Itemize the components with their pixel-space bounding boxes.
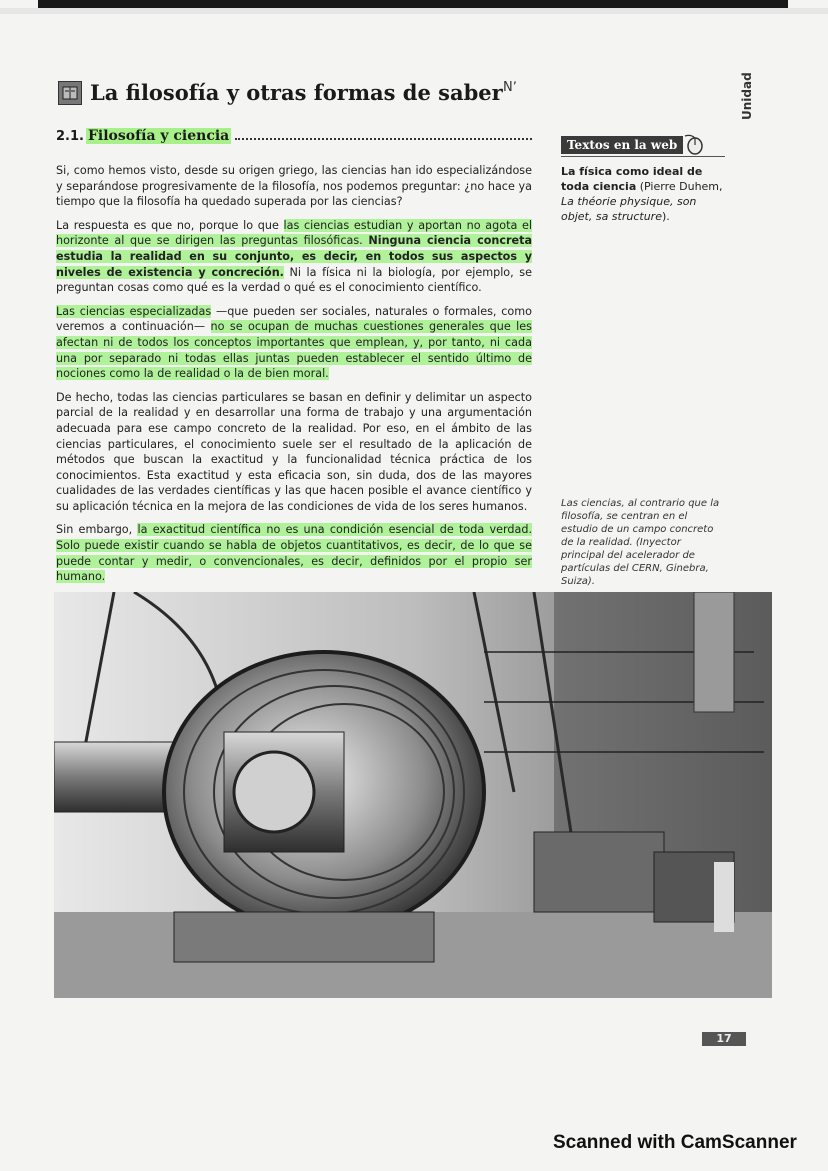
highlighted-text: las ciencias estudian y aportan no agota el horizonte al que se dirigen las preguntas filosóficas. [56, 218, 533, 248]
web-texts-label: Textos en la web [561, 136, 683, 154]
body-paragraph [56, 522, 532, 584]
body-paragraph [56, 163, 532, 210]
web-reference-close: ). [661, 210, 670, 223]
camscanner-watermark: Scanned with CamScanner [553, 1132, 797, 1153]
text-run: Sin embargo, [56, 523, 138, 537]
highlighted-text: no se ocupan de muchas cuestiones generales que les afectan ni de todos los conceptos importantes que emplean, y, por tanto, ni cada una por separado ni todas ellas juntas pueden establecer el sentido último de nociones como la de realidad o la de bien moral. [56, 320, 532, 381]
scan-top-edge [38, 0, 788, 8]
chapter-title-row [58, 80, 503, 105]
body-text [56, 163, 532, 585]
book-icon [58, 81, 82, 105]
chapter-title: La filosofía y otras formas de saber [90, 80, 503, 105]
section-number: 2.1. [56, 129, 84, 144]
section-dotted-rule [235, 128, 532, 140]
cern-accelerator-photo [54, 592, 772, 998]
web-reference-author: (Pierre Duhem, [636, 180, 723, 193]
section-title: Filosofía y ciencia [87, 128, 230, 144]
web-box-rule [561, 156, 725, 157]
unit-side-tab-label: Unidad [740, 72, 754, 120]
body-paragraph [56, 390, 532, 515]
web-texts-box [561, 134, 705, 156]
text-run: Ni la física ni la biología, por ejemplo, se preguntan cosas como qué es la verdad o qué es el conocimiento científico. [56, 265, 532, 295]
unit-side-tab [736, 70, 758, 130]
text-run: —que pueden ser sociales, naturales o formales, como veremos a continuación— [56, 304, 533, 334]
web-reference-title: La física como ideal de toda ciencia [561, 165, 703, 193]
body-paragraph [56, 218, 532, 296]
handwritten-annotation: Nʼ [503, 80, 517, 95]
mouse-icon [679, 134, 705, 156]
scan-top-shadow [0, 8, 828, 14]
page-number: 17 [702, 1032, 746, 1046]
body-paragraph [56, 304, 532, 382]
web-reference [561, 164, 725, 224]
text-run: Si, como hemos visto, desde su origen griego, las ciencias han ido especializándose y separándose progresivamente de la filosofía, nos podemos preguntar: ¿no hace ya tiempo que la filosofía ha quedado superada por las ciencias? [56, 164, 532, 209]
text-run: La respuesta es que no, porque lo que [56, 218, 284, 232]
text-run: De hecho, todas las ciencias particulares se basan en definir y delimitar un aspecto parcial de la realidad y en desarrollar una forma de trabajo y una argumentación adecuada para ese campo concreto de la realidad. Por eso, en el ámbito de las ciencias particulares, el conocimiento suele ser el resultado de la aplicación de métodos que buscan la exactitud y la funcionalidad técnica práctica de los conocimientos. Esta exactitud y esta eficacia son, sin duda, dos de las mayores cualidades de las verdades científicas y las que hacen posible el avance científico y su aplicación técnica en la mejora de las condiciones de vida de los seres humanos. [56, 390, 532, 513]
photo-caption: Las ciencias, al contrario que la filosofía, se centran en el estudio de un campo concreto de la realidad. (Inyector principal del acelerador de partículas del CERN, Ginebra, Suiza). [561, 498, 720, 587]
web-reference-work: La théorie physique, son objet, sa structure [561, 195, 697, 223]
section-heading [56, 128, 532, 144]
highlighted-text: la exactitud científica no es una condición esencial de toda verdad. Solo puede existir cuando se habla de objetos cuantitativos, es decir, de lo que se puede contar y medir, o convencionales, es decir, definidos por el propio ser humano. [56, 523, 532, 584]
highlighted-text: Las ciencias especializadas [56, 304, 212, 318]
highlighted-text: Ninguna ciencia concreta estudia la realidad en su conjunto, es decir, en todos sus aspectos y niveles de existencia y concreción. [56, 234, 532, 279]
